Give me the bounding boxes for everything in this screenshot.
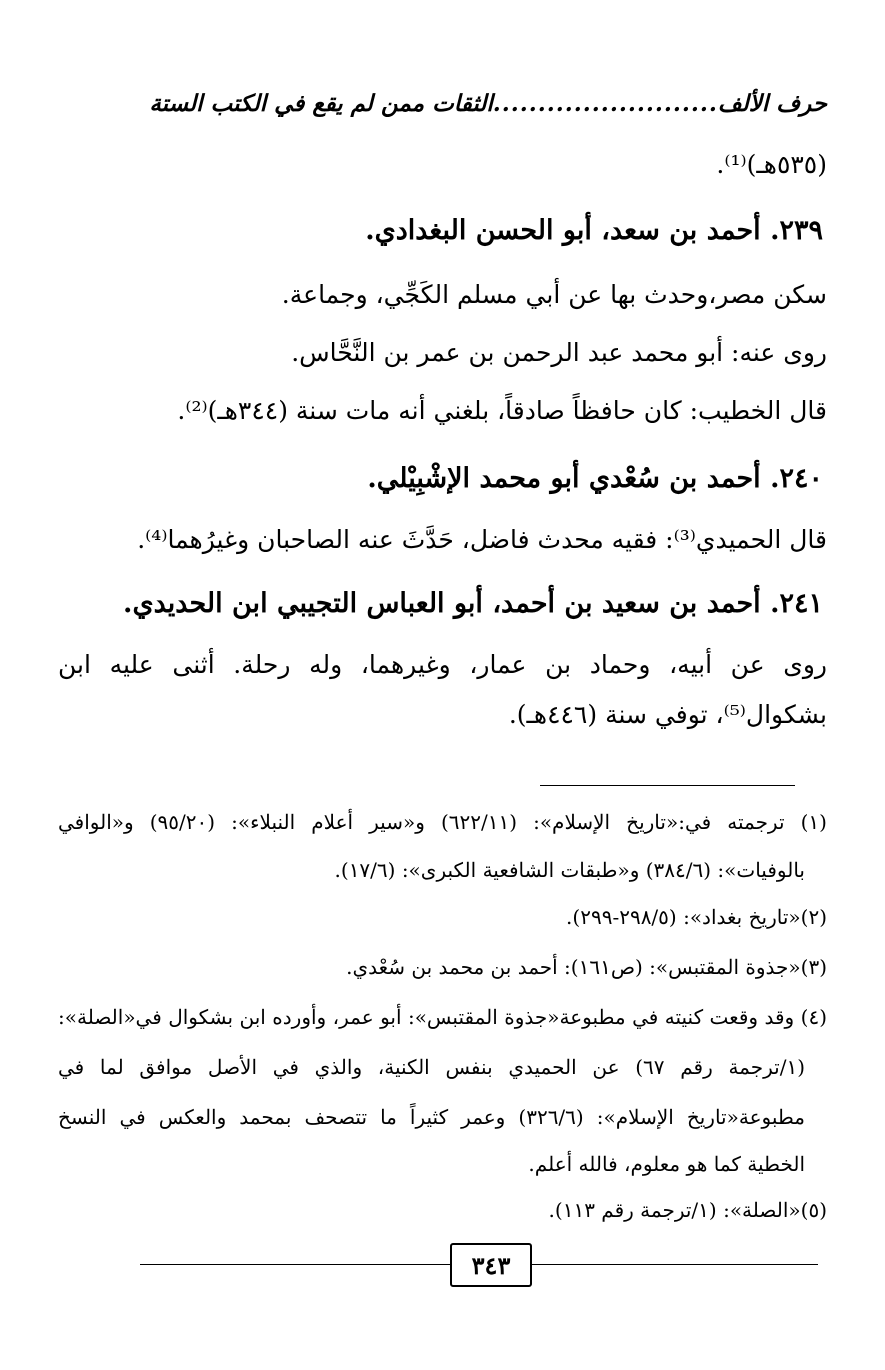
footnote-4-line-3: مطبوعة«تاريخ الإسلام»: (٣٢٦/٦) وعمر كثيراً ما تتصحف بمحمد والعكس في النسخ: [58, 1105, 806, 1129]
footnote-divider: [540, 785, 795, 786]
footnote-3: (٣)«جذوة المقتبس»: (ص١٦١): أحمد بن محمد بن سُعْدي.: [346, 955, 827, 979]
footnote-2: (٢)«تاريخ بغداد»: (٢٩٨/٥-٢٩٩).: [566, 905, 827, 929]
entry-241-title: ٢٤١. أحمد بن سعيد بن أحمد، أبو العباس التجيبي ابن الحديدي.: [123, 588, 823, 619]
running-header: [58, 90, 827, 117]
footnote-5: (٥)«الصلة»: (١/ترجمة رقم ١١٣).: [548, 1198, 827, 1222]
header-book-title: الثقات ممن لم يقع في الكتب الستة: [149, 90, 493, 117]
entry-239-line-2: روى عنه: أبو محمد عبد الرحمن بن عمر بن النَّحَّاس.: [291, 338, 827, 367]
entry-239-line-3: قال الخطيب: كان حافظاً صادقاً، بلغني أنه مات سنة (٣٤٤هـ)⁽²⁾.: [177, 396, 827, 425]
continued-line: (٥٣٥هـ)⁽¹⁾.: [716, 150, 827, 179]
entry-240-line-1: قال الحميدي⁽³⁾: فقيه محدث فاضل، حَدَّثَ عنه الصاحبان وغيرُهما⁽⁴⁾.: [137, 525, 827, 554]
footnote-1-line-1: (١) ترجمته في:«تاريخ الإسلام»: (٦٢٢/١١) و«سير أعلام النبلاء»: (٩٥/٢٠) و«الوافي: [58, 810, 827, 834]
entry-241-line-1: روى عن أبيه، وحماد بن عمار، وغيرهما، وله رحلة. أثنى عليه ابن: [58, 650, 827, 679]
header-dots: .........................: [492, 90, 718, 117]
entry-241-line-2: بشكوال⁽⁵⁾، توفي سنة (٤٤٦هـ).: [508, 700, 827, 729]
header-chapter: حرف الألف: [717, 90, 827, 117]
entry-239-title: ٢٣٩. أحمد بن سعد، أبو الحسن البغدادي.: [365, 215, 823, 246]
entry-240-title: ٢٤٠. أحمد بن سُعْدي أبو محمد الإشْبِيْلي.: [367, 463, 823, 494]
footnote-4-line-4: الخطية كما هو معلوم، فالله أعلم.: [528, 1152, 805, 1176]
footnote-4-line-2: (١/ترجمة رقم ٦٧) عن الحميدي بنفس الكنية، والذي في الأصل موافق لما في: [58, 1055, 805, 1079]
entry-239-line-1: سكن مصر،وحدث بها عن أبي مسلم الكَجِّي، وجماعة.: [281, 280, 827, 309]
bottom-rule-right: [528, 1264, 818, 1265]
bottom-rule-left: [140, 1264, 450, 1265]
footnote-4-line-1: (٤) وقد وقعت كنيته في مطبوعة«جذوة المقتبس»: أبو عمر، وأورده ابن بشكوال في«الصلة»:: [58, 1005, 827, 1029]
footnote-1-line-2: بالوفيات»: (٣٨٤/٦) و«طبقات الشافعية الكبرى»: (١٧/٦).: [334, 858, 805, 882]
page-number: ٣٤٣: [450, 1243, 532, 1287]
